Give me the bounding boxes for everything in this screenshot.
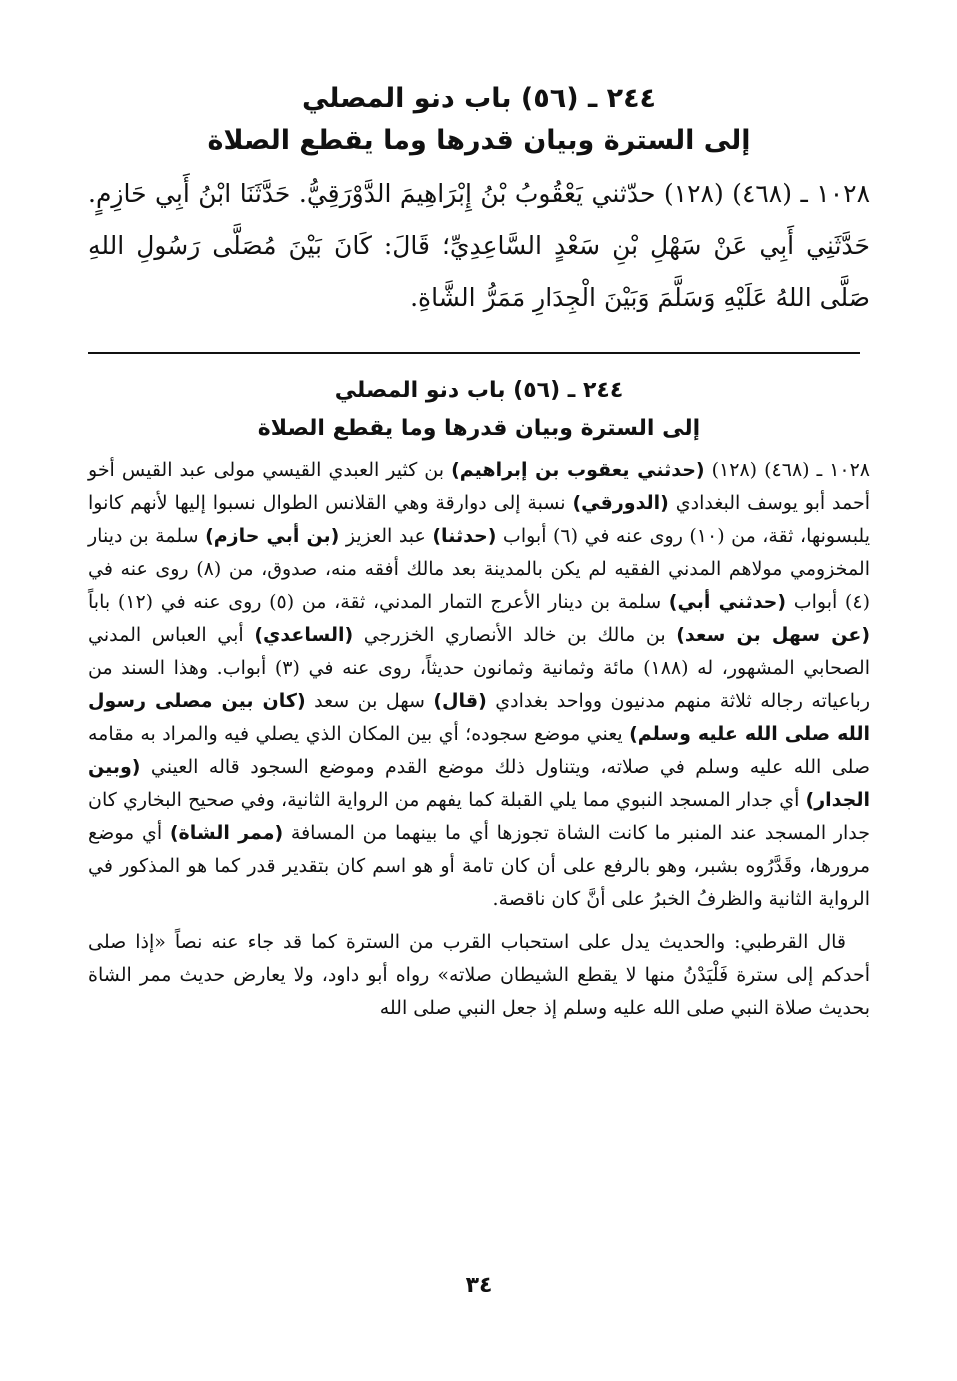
chapter-heading-commentary-line1: ٢٤٤ ـ (٥٦) باب دنو المصلي — [334, 378, 624, 403]
commentary-paragraph-2: قال القرطبي: والحديث يدل على استحباب القرب من السترة كما قد جاء عنه نصاً «إذا صلى أحدكم إلى سترة فَلْيَدْنُ منها لا يقطع الشيطان صلاته» رواه أبو داود، ولا يعارض حديث ممر الشاة بحديث صلاة النبي صلى الله عليه وسلم إذ جعل النبي صلى الله — [88, 931, 870, 1019]
commentary-text: أي جدار المسجد النبوي مما يلي القبلة كما يفهم من الرواية الثانية، وفي صحيح البخاري كان جدار المسجد عند المنبر ما كانت الشاة تجوزها أي ما بينهما من المسافة — [88, 789, 871, 844]
chapter-heading-top-line2: إلى السترة وبيان قدرها وما يقطع الصلاة — [207, 125, 751, 156]
commentary-text: أبي العباس المدني الصحابي المشهور، له (١٨٨) مائة وثمانية وثمانون حديثاً، روى عنه في (٣) أبواب. وهذا السند من رباعياته رجاله ثلاثة منهم مدنيون وواحد بغدادي — [88, 624, 870, 712]
commentary-text: يعني موضع سجوده؛ أي بين المكان الذي يصلي فيه والمراد به مقامه صلى الله عليه وسلم في صلاته، ويتناول ذلك موضع القدم وموضع السجود قاله العيني — [88, 723, 870, 778]
commentary-text: بن كثير العبدي القيسي مولى عبد القيس أخو أحمد أبو يوسف البغدادي — [88, 459, 870, 514]
chapter-heading-top-line1: ٢٤٤ ـ (٥٦) باب دنو المصلي — [301, 83, 657, 114]
commentary-text: سهل بن سعد — [305, 690, 434, 712]
quoted-phrase: (حدثني يعقوب بن إبراهيم) — [451, 459, 705, 481]
page-number: ٣٤ — [465, 1273, 493, 1298]
commentary-paragraph-1 — [88, 454, 870, 916]
quoted-phrase: (الساعدي) — [254, 624, 354, 646]
commentary-text: بن مالك بن خالد الأنصاري الخزرجي — [353, 624, 677, 646]
quoted-phrase: (حدثنا) — [432, 525, 497, 547]
quoted-phrase: (ممر الشاة) — [169, 822, 284, 844]
quoted-phrase: (الدورقي) — [572, 492, 669, 514]
quoted-phrase: (قال) — [433, 690, 487, 712]
commentary-text: ١٠٢٨ ـ (٤٦٨) (١٢٨) — [704, 459, 871, 481]
quoted-phrase: (كان بين مصلى رسول الله صلى الله عليه وسلم) — [88, 690, 870, 745]
commentary — [88, 454, 870, 1025]
hadith-text: ١٠٢٨ ـ (٤٦٨) (١٢٨) حدّثني يَعْقُوبُ بْنُ إِبْرَاهِيمَ الدَّوْرَقِيُّ. حَدَّثَنَا ابْنُ أَبِي حَازِمٍ. حَدَّثَنِي أَبِي عَنْ سَهْلِ بْنِ سَعْدٍ السَّاعِدِيِّ؛ قَالَ: كَانَ بَيْنَ مُصَلَّى رَسُولِ اللهِ صَلَّى اللهُ عَلَيْهِ وَسَلَّمَ وَبَيْنَ الْجِدَارِ مَمَرُّ الشَّاةِ. — [88, 179, 870, 312]
quoted-phrase: (بن أبي حازم) — [205, 525, 340, 547]
chapter-heading-top — [88, 78, 870, 162]
commentary-text: سلمة بن دينار الأعرج التمار المدني، ثقة، من (٥) روى عنه في (١٢) باباً — [88, 591, 669, 613]
chapter-heading-commentary — [88, 372, 870, 448]
commentary-text: أي موضع مرورها، وقَدَّرُوه بشبر، وهو بالرفع على أن كان تامة أو هو اسم كان بتقدير قدر كما هو المذكور في الرواية الثانية والظرفُ الخبرُ على أنَّ كان ناقصة. — [88, 822, 870, 910]
commentary-text: سلمة بن دينار المخزومي مولاهم المدني الفقيه لم يكن بالمدينة بعد مالك أفقه منه، صدوق، من (٨) روى عنه في (٤) أبواب — [88, 525, 870, 613]
chapter-heading-commentary-line2: إلى السترة وبيان قدرها وما يقطع الصلاة — [257, 416, 701, 441]
quoted-phrase: (عن سهل بن سعد) — [676, 624, 871, 646]
separator-rule — [88, 352, 860, 354]
commentary-text: عبد العزيز — [339, 525, 433, 547]
quoted-phrase: (وبين الجدار) — [88, 756, 870, 811]
book-page — [88, 78, 870, 1358]
quoted-phrase: (حدثني أبي) — [668, 591, 787, 613]
commentary-text: نسبة إلى دوارقة وهي القلانس الطوال نسبوا إليها لأنهم كانوا يلبسونها، ثقة، من (١٠) روى عنه في (٦) أبواب — [88, 492, 871, 547]
